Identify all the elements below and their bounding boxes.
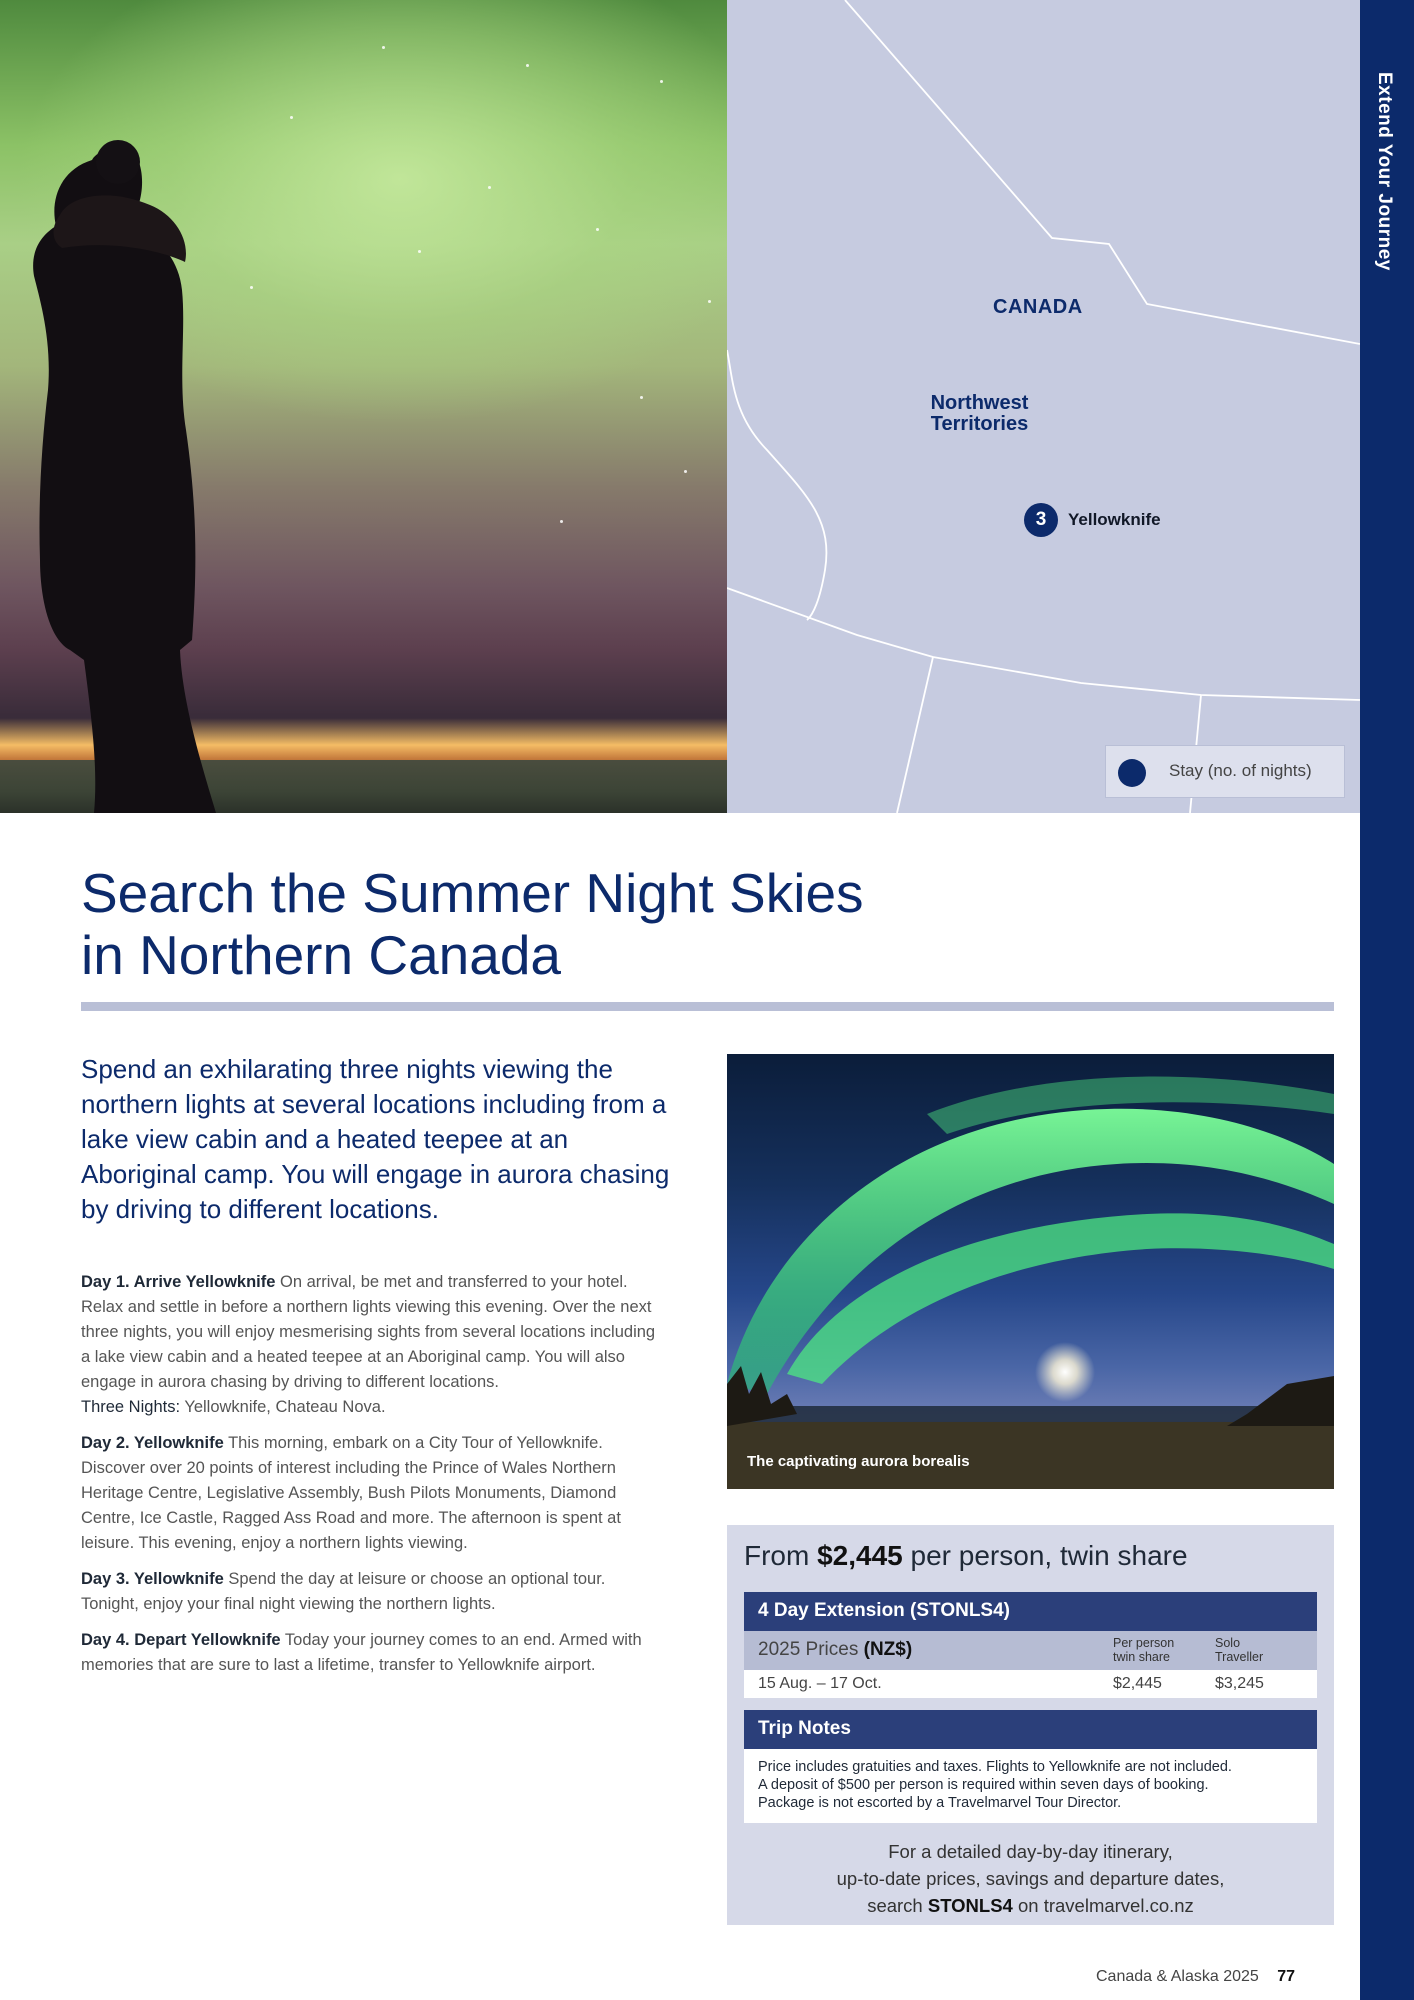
booking-info-line-2: up-to-date prices, savings and departure dates, [836, 1868, 1225, 1889]
booking-info [744, 1838, 1317, 1919]
col-twin-share [1113, 1636, 1174, 1664]
trip-notes-body [744, 1749, 1317, 1823]
intro-paragraph: Spend an exhilarating three nights viewing the northern lights at several locations including from a lake view cabin and a heated teepee at an Aboriginal camp. You will engage in aurora chasing by driving to different locations. [81, 1054, 670, 1224]
side-band [1360, 0, 1414, 2000]
col-solo-traveller [1215, 1636, 1263, 1664]
legend-dot-icon [1118, 759, 1146, 787]
price-prefix: From [744, 1540, 810, 1571]
day-title: Day 3. Yellowknife [81, 1570, 224, 1588]
row-twin-price: $2,445 [1113, 1675, 1162, 1692]
itinerary [81, 1270, 656, 1689]
extension-title-bar: 4 Day Extension (STONLS4) [744, 1592, 1317, 1631]
trip-note: A deposit of $500 per person is required within seven days of booking. [758, 1777, 1209, 1793]
search-word: search [867, 1895, 923, 1916]
trip-note: Package is not escorted by a Travelmarvel Tour Director. [758, 1795, 1122, 1811]
page-title-line-2: in Northern Canada [81, 924, 562, 986]
col-twin-line-2: twin share [1113, 1650, 1170, 1664]
day-text: On arrival, be met and transferred to your hotel. Relax and settle in before a northern lights viewing this evening. Over the next three nights, you will enjoy mesmerising sights from several locations including a lake view cabin and a heated teepee at an Aboriginal camp. You will also engage in aurora chasing by driving to different locations. [81, 1273, 656, 1391]
title-divider [81, 1002, 1334, 1011]
map-stay-marker: 3 [1024, 503, 1058, 537]
booking-info-line-1: For a detailed day-by-day itinerary, [888, 1841, 1173, 1862]
prices-year-label: 2025 Prices [758, 1639, 859, 1660]
trip-code: STONLS4 [927, 1895, 1013, 1916]
map-city-label: Yellowknife [1068, 510, 1161, 529]
currency-label: (NZ$) [863, 1639, 913, 1660]
nights-label: Three Nights: [81, 1398, 181, 1416]
website-text: on travelmarvel.co.nz [1017, 1895, 1194, 1916]
table-row [744, 1670, 1317, 1698]
publication-name: Canada & Alaska 2025 [1096, 1968, 1259, 1985]
day-title: Day 2. Yellowknife [81, 1434, 224, 1452]
nights-text: Yellowknife, Chateau Nova. [184, 1398, 386, 1416]
row-dates: 15 Aug. – 17 Oct. [758, 1675, 882, 1692]
page-footer [1096, 1968, 1295, 1986]
trip-note: Price includes gratuities and taxes. Flights to Yellowknife are not included. [758, 1759, 1232, 1775]
day-title: Day 1. Arrive Yellowknife [81, 1273, 276, 1291]
map-legend [1105, 745, 1345, 798]
col-twin-line-1: Per person [1113, 1636, 1175, 1650]
itinerary-day [81, 1431, 656, 1556]
pricing-panel [727, 1525, 1334, 1925]
col-solo-line-1: Solo [1215, 1636, 1241, 1650]
price-suffix: per person, twin share [910, 1540, 1188, 1571]
hero-photo-aurora-watcher [0, 0, 727, 813]
person-silhouette [0, 0, 727, 813]
trip-notes-title-bar: Trip Notes [744, 1710, 1317, 1749]
price-table-header [744, 1631, 1317, 1670]
map-label-country: CANADA [993, 296, 1083, 318]
page-number: 77 [1277, 1968, 1296, 1985]
map-label-territory: Northwest Territories [930, 392, 1029, 435]
row-solo-price: $3,245 [1215, 1675, 1264, 1692]
aurora-photo [727, 1054, 1334, 1489]
legend-text: Stay (no. of nights) [1169, 761, 1312, 780]
side-tab-label: Extend Your Journey [1374, 72, 1395, 271]
day-text: Today your journey comes to an end. Armed with memories that are sure to last a lifetime, transfer to Yellowknife airport. [81, 1631, 642, 1674]
prices-label [758, 1639, 912, 1661]
booking-info-line-3 [744, 1892, 1317, 1919]
itinerary-day [81, 1270, 656, 1420]
itinerary-day [81, 1567, 656, 1617]
day-text: This morning, embark on a City Tour of Yellowknife. Discover over 20 points of interest including the Prince of Wales Northern Heritage Centre, Legislative Assembly, Bush Pilots Monuments, Diamond Centre, Ice Castle, Ragged Ass Road and more. The afternoon is spent at leisure. This evening, enjoy a northern lights viewing. [81, 1434, 621, 1552]
route-map [727, 0, 1360, 813]
page-title [81, 862, 981, 986]
aurora-illustration [727, 1054, 1334, 1489]
col-solo-line-2: Traveller [1215, 1650, 1264, 1664]
photo-caption: The captivating aurora borealis [747, 1453, 970, 1470]
page-title-line-1: Search the Summer Night Skies [81, 862, 864, 924]
day-title: Day 4. Depart Yellowknife [81, 1631, 281, 1649]
itinerary-day [81, 1628, 656, 1678]
price-headline [744, 1540, 1188, 1572]
price-table [744, 1631, 1317, 1698]
price-amount: $2,445 [817, 1540, 903, 1571]
day-text: Spend the day at leisure or choose an optional tour. Tonight, enjoy your final night viewing the northern lights. [81, 1570, 606, 1613]
